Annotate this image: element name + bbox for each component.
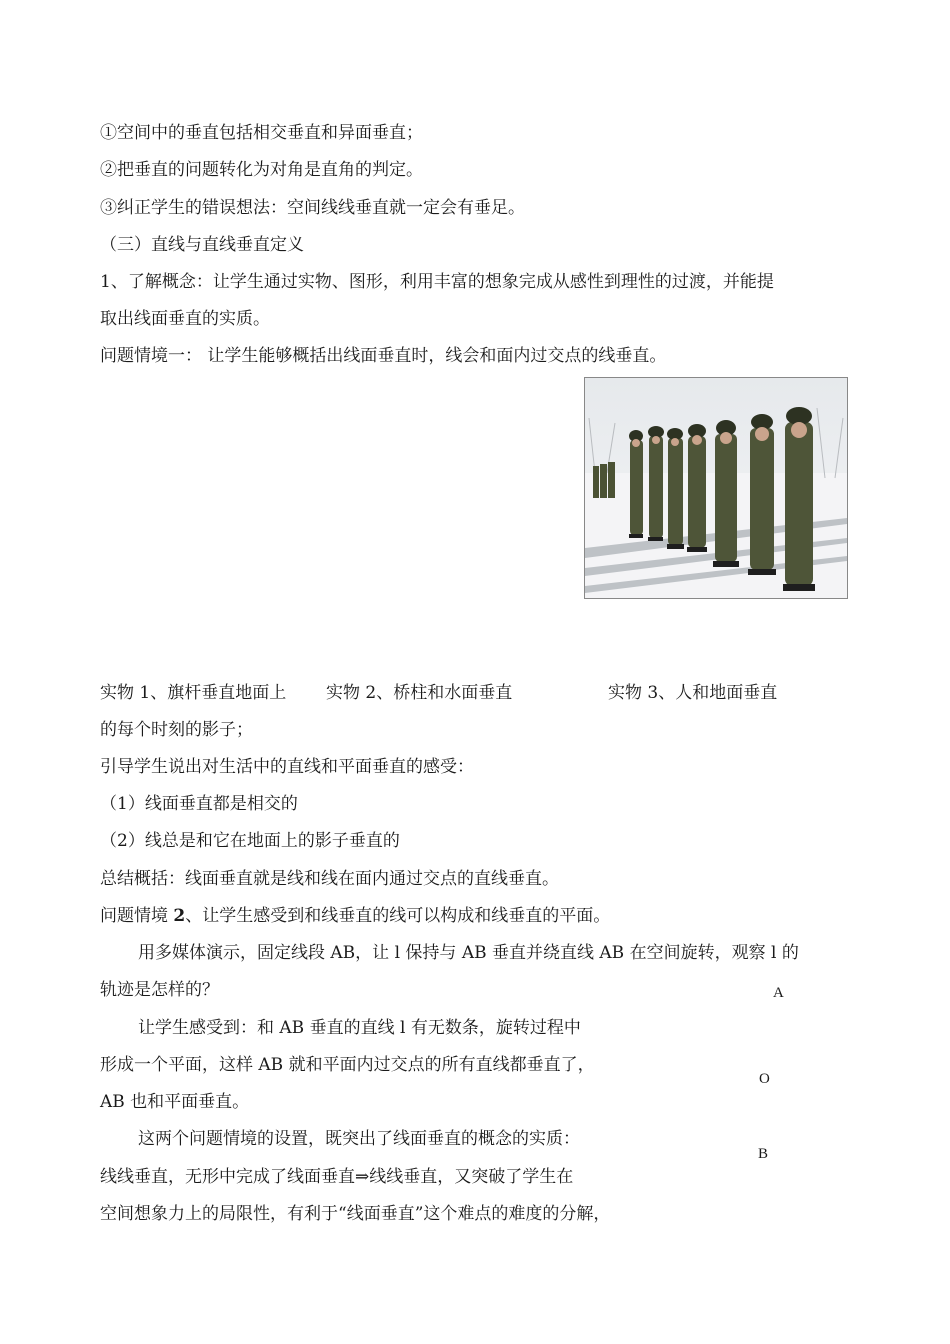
feel-line-2: 形成一个平面，这样 AB 就和平面内过交点的所有直线都垂直了， [100, 1055, 595, 1075]
line-5: 1、了解概念：让学生通过实物、图形，利用丰富的想象完成从感性到理性的过渡，并能提 [100, 272, 774, 292]
line-6: 取出线面垂直的实质。 [100, 309, 270, 329]
problem-2 [100, 905, 610, 927]
feeling-2: （2）线总是和它在地面上的影子垂直的 [100, 831, 400, 851]
problem-2-text: 、让学生感受到和线垂直的线可以构成和线垂直的平面。 [185, 906, 611, 926]
diagram-label-b: B [758, 1146, 769, 1162]
feel-line-3: AB 也和平面垂直。 [100, 1092, 250, 1112]
section-heading: （三）直线与直线垂直定义 [100, 235, 304, 255]
summary: 总结概括：线面垂直就是线和线在面内通过交点的直线垂直。 [100, 869, 559, 889]
diagram-label-o: O [759, 1071, 770, 1087]
feel-line-1: 让学生感受到：和 AB 垂直的直线 l 有无数条，旋转过程中 [138, 1018, 581, 1038]
example-2: 实物 2、桥柱和水面垂直 [326, 683, 513, 703]
feeling-1: （1）线面垂直都是相交的 [100, 794, 298, 814]
setting-line-3: 空间想象力上的局限性，有利于“线面垂直”这个难点的难度的分解， [100, 1204, 611, 1224]
problem-2-number: 2 [173, 906, 186, 926]
soldiers-photo [584, 377, 848, 599]
line-2: ②把垂直的问题转化为对角是直角的判定。 [100, 160, 423, 180]
diagram-label-a: A [773, 985, 784, 1001]
example-3: 实物 3、人和地面垂直 [608, 683, 778, 703]
line-3: ③纠正学生的错误想法：空间线线垂直就一定会有垂足。 [100, 198, 525, 218]
setting-line-2: 线线垂直，无形中完成了线面垂直⇒线线垂直，又突破了学生在 [100, 1167, 574, 1187]
example-1-continued: 的每个时刻的影子； [100, 720, 253, 740]
problem-2-prefix: 问题情境 [100, 906, 174, 926]
setting-line-1: 这两个问题情境的设置，既突出了线面垂直的概念的实质： [138, 1129, 580, 1149]
problem-1: 问题情境一： 让学生能够概括出线面垂直时，线会和面内过交点的线垂直。 [100, 346, 667, 366]
demo-line-2: 轨迹是怎样的？ [100, 980, 219, 1000]
example-1: 实物 1、旗杆垂直地面上 [100, 683, 287, 703]
soldiers-illustration [585, 378, 847, 598]
guide-text: 引导学生说出对生活中的直线和平面垂直的感受： [100, 757, 474, 777]
demo-line-1: 用多媒体演示，固定线段 AB，让 l 保持与 AB 垂直并绕直线 AB 在空间旋转，观察 l 的 [138, 943, 799, 963]
line-1: ①空间中的垂直包括相交垂直和异面垂直； [100, 123, 423, 143]
